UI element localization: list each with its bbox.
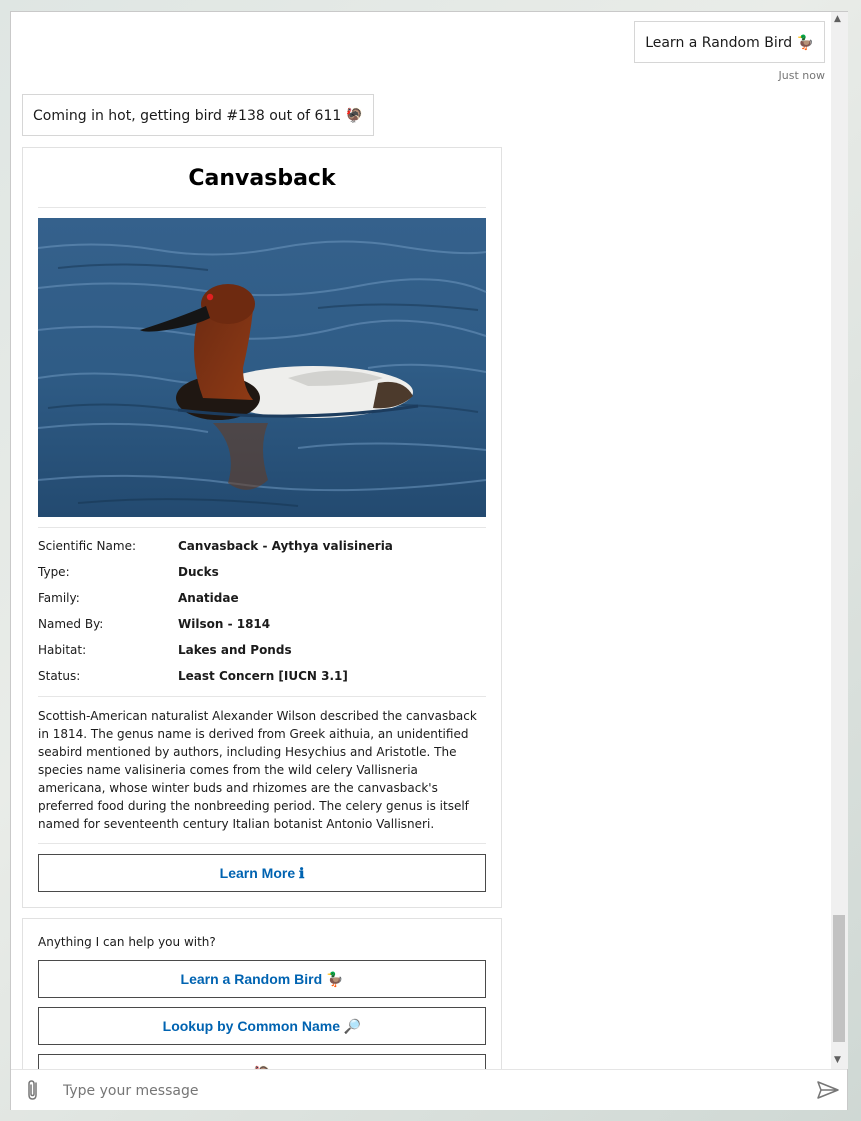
message-timestamp: Just now — [778, 69, 825, 82]
bird-title: Canvasback — [188, 166, 336, 191]
user-message-bubble — [634, 21, 825, 63]
fact-label: Scientific Name: — [38, 539, 136, 553]
scroll-thumb[interactable] — [833, 915, 845, 1042]
divider — [38, 207, 486, 208]
turkey-emoji-icon: 🦃 — [345, 108, 364, 124]
fact-label: Named By: — [38, 617, 104, 631]
bird-info-card — [22, 147, 502, 908]
learn-random-bird-button[interactable]: Learn a Random Bird 🦆 — [38, 960, 486, 998]
fact-label: Type: — [38, 565, 70, 579]
fact-label: Habitat: — [38, 643, 87, 657]
fact-value: Ducks — [178, 565, 219, 579]
message-composer — [11, 1069, 847, 1110]
fact-value: Canvasback - Aythya valisineria — [178, 539, 393, 553]
fact-row-habitat — [38, 641, 486, 667]
scroll-up-icon[interactable]: ▲ — [834, 14, 841, 24]
bot-message-text: Coming in hot, getting bird #138 out of 611 — [33, 108, 342, 124]
fact-value: Lakes and Ponds — [178, 643, 292, 657]
fact-value: Wilson - 1814 — [178, 617, 271, 631]
divider — [38, 696, 486, 697]
bird-description: Scottish-American naturalist Alexander Wilson described the canvasback in 1814. The genus name is derived from Greek aithuia, an unidentified seabird mentioned by authors, including Hesychius and Aristotle. The species name valisineria comes from the wild celery Vallisneria americana, whose winter buds and rhizomes are the canvasback's preferred food during the nonbreeding period. The celery genus is itself named for seventeenth century Italian botanist Antonio Vallisneri. — [38, 709, 477, 831]
fact-label: Status: — [38, 669, 81, 683]
transcript-scrollbar[interactable] — [831, 12, 848, 1069]
chat-window — [10, 11, 848, 1110]
help-prompt: Anything I can help you with? — [38, 935, 216, 949]
scroll-down-icon[interactable]: ▼ — [834, 1055, 841, 1065]
bird-photo — [38, 218, 486, 517]
bird-facts-table — [38, 537, 486, 693]
bot-message-bubble — [22, 94, 374, 136]
learn-more-button[interactable]: Learn More ℹ — [38, 854, 486, 892]
fact-label: Family: — [38, 591, 80, 605]
divider — [38, 843, 486, 844]
canvasback-duck-image — [38, 218, 486, 517]
message-input[interactable] — [61, 1078, 805, 1104]
help-card — [22, 918, 502, 1088]
duck-emoji-icon: 🦆 — [796, 35, 814, 51]
user-message-text: Learn a Random Bird — [645, 35, 793, 51]
fact-value: Anatidae — [178, 591, 239, 605]
fact-row-named-by — [38, 615, 486, 641]
fact-row-scientific-name — [38, 537, 486, 563]
fact-row-type — [38, 563, 486, 589]
fact-value: Least Concern [IUCN 3.1] — [178, 669, 348, 683]
send-icon[interactable] — [816, 1080, 840, 1104]
paperclip-icon[interactable] — [23, 1078, 43, 1106]
fact-row-family — [38, 589, 486, 615]
divider — [38, 527, 486, 528]
lookup-common-name-button[interactable]: Lookup by Common Name 🔎 — [38, 1007, 486, 1045]
chat-transcript[interactable] — [11, 12, 831, 1069]
fact-row-status — [38, 667, 486, 693]
